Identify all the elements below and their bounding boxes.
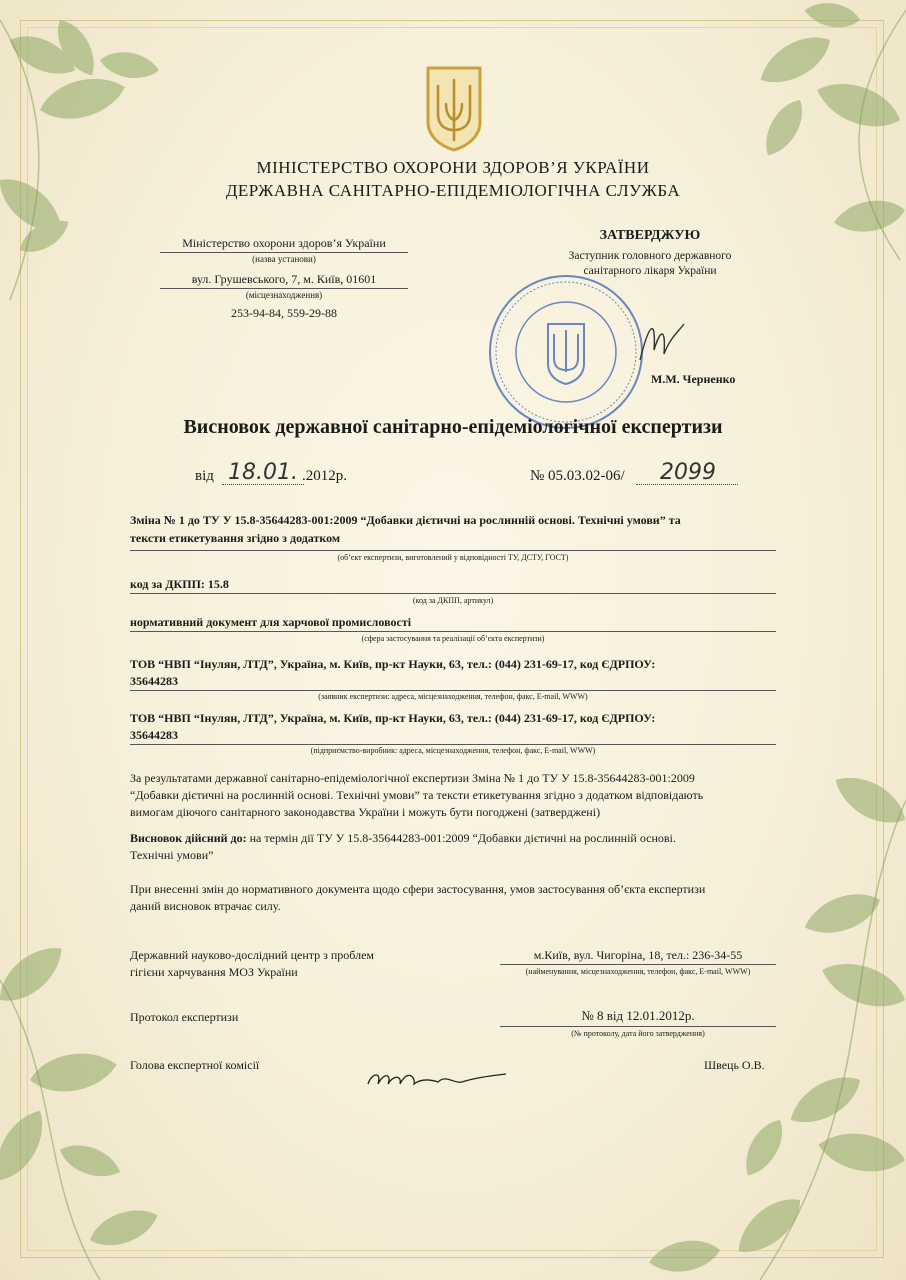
validity-text: на термін дії ТУ У 15.8-35644283-001:2009 “Добавки дієтичні на рослинній основі. xyxy=(246,831,676,845)
validity-line2: Технічні умови” xyxy=(130,848,214,862)
document-title: Висновок державної санітарно-епідеміологічної експертизи xyxy=(183,416,723,438)
number-prefix: № 05.03.02-06/ xyxy=(530,468,625,484)
object-caption: (об’єкт експертизи, виготовлений у відповідності ТУ, ДСТУ, ГОСТ) xyxy=(337,553,569,562)
official-stamp-icon xyxy=(486,272,646,432)
conclusion-line1: За результатами державної санітарно-епідеміологічної експертизи Зміна № 1 до ТУ У 15.8-35644283-001:2009 xyxy=(130,771,695,785)
divider xyxy=(500,964,776,965)
head-label: Голова експертної комісії xyxy=(130,1058,260,1072)
object-line1: Зміна № 1 до ТУ У 15.8-35644283-001:2009 “Добавки дієтичні на рослинній основі. Технічні умови” та xyxy=(130,513,681,527)
center-name-line2: гігієни харчування МОЗ України xyxy=(130,965,298,979)
applicant-caption: (заявник експертизи: адреса, місцезнаходження, телефон, факс, E-mail, WWW) xyxy=(318,692,588,701)
protocol-value: № 8 від 12.01.2012р. xyxy=(581,1008,695,1023)
divider xyxy=(160,288,408,289)
notice-line2: даний висновок втрачає силу. xyxy=(130,899,281,913)
number-underline xyxy=(636,484,738,485)
issuer-address-caption: (місцезнаходження) xyxy=(245,290,323,300)
scope-value: нормативний документ для харчової промисловості xyxy=(130,615,412,629)
divider xyxy=(130,550,776,551)
approval-position-line2: санітарного лікаря України xyxy=(583,265,717,277)
notice-line1: При внесенні змін до нормативного документа щодо сфери застосування, умов застосування об’єкта експертизи xyxy=(130,882,706,896)
producer-line1: ТОВ “НВП “Інулян, ЛТД”, Україна, м. Київ, пр-кт Науки, 63, тел.: (044) 231-69-17, код ЄДРПОУ: xyxy=(130,711,656,725)
applicant-line2: 35644283 xyxy=(130,674,178,688)
object-line2: тексти етикетування згідно з додатком xyxy=(130,531,341,545)
approval-label: ЗАТВЕРДЖУЮ xyxy=(599,228,701,243)
approver-signature-icon xyxy=(630,310,690,370)
issuer-phones: 253-94-84, 559-29-88 xyxy=(231,306,337,320)
trident-emblem-icon xyxy=(424,64,484,152)
conclusion-line2: “Добавки дієтичні на рослинній основі. Технічні умови” та тексти етикетування згідно з додатком відповідають xyxy=(130,788,704,802)
issuer-address: вул. Грушевського, 7, м. Київ, 01601 xyxy=(191,272,377,286)
center-caption: (найменування, місцезнаходження, телефон, факс, E-mail, WWW) xyxy=(525,967,751,976)
divider xyxy=(130,744,776,745)
scope-caption: (сфера застосування та реалізації об’єкта експертизи) xyxy=(361,634,545,643)
code-value: код за ДКПП: 15.8 xyxy=(130,577,229,591)
center-name-line1: Державний науково-дослідний центр з проблем xyxy=(130,948,375,962)
date-prefix: від xyxy=(195,468,214,484)
protocol-caption: (№ протоколу, дата його затвердження) xyxy=(571,1029,705,1038)
center-address: м.Київ, вул. Чигоріна, 18, тел.: 236-34-55 xyxy=(533,948,743,962)
issuer-name-caption: (назва установи) xyxy=(252,254,316,264)
date-suffix: .2012р. xyxy=(302,468,347,484)
validity-label: Висновок дійсний до: xyxy=(130,831,247,845)
head-signature-icon xyxy=(362,1062,512,1092)
conclusion-line3: вимогам діючого санітарного законодавства України і можуть бути погоджені (затверджені) xyxy=(130,805,601,819)
applicant-line1: ТОВ “НВП “Інулян, ЛТД”, Україна, м. Київ, пр-кт Науки, 63, тел.: (044) 231-69-17, код ЄДРПОУ: xyxy=(130,657,656,671)
divider xyxy=(130,690,776,691)
number-handwritten: 2099 xyxy=(660,460,716,485)
ministry-title: МІНІСТЕРСТВО ОХОРОНИ ЗДОРОВ’Я УКРАЇНИ xyxy=(256,158,650,177)
producer-line2: 35644283 xyxy=(130,728,178,742)
head-name: Швець О.В. xyxy=(704,1058,765,1072)
divider xyxy=(500,1026,776,1027)
date-underline xyxy=(222,484,304,485)
divider xyxy=(160,252,408,253)
divider xyxy=(130,593,776,594)
approval-position-line1: Заступник головного державного xyxy=(568,250,732,262)
code-caption: (код за ДКПП, артикул) xyxy=(412,596,494,605)
divider xyxy=(130,631,776,632)
validity-line1 xyxy=(130,830,780,847)
protocol-label: Протокол експертизи xyxy=(130,1010,239,1024)
date-handwritten: 18.01. xyxy=(228,460,298,485)
producer-caption: (підприємство-виробник: адреса, місцезнаходження, телефон, факс, E-mail, WWW) xyxy=(310,746,596,755)
service-title: ДЕРЖАВНА САНІТАРНО-ЕПІДЕМІОЛОГІЧНА СЛУЖБА xyxy=(225,181,681,200)
approval-signer: М.М. Черненко xyxy=(651,372,736,386)
issuer-name: Міністерство охорони здоров’я України xyxy=(182,236,386,250)
